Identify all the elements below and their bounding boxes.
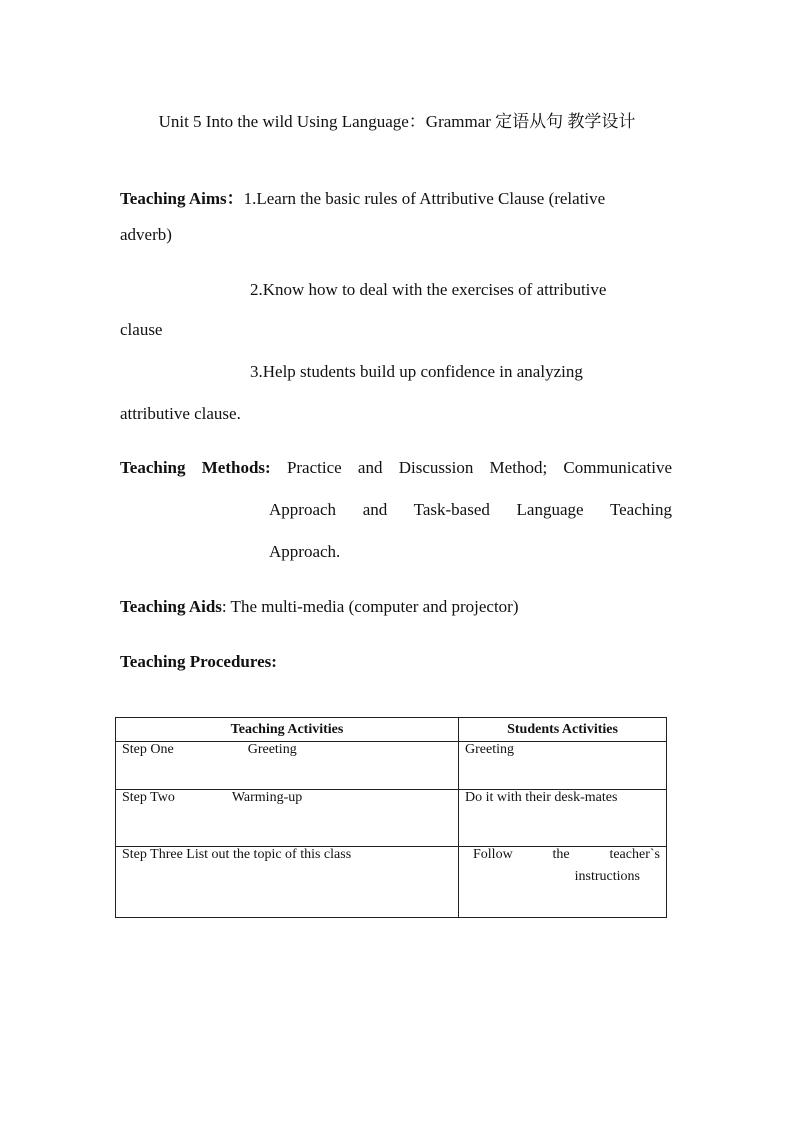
aim-3-continuation: attributive clause.: [120, 404, 241, 423]
table-row: [116, 790, 667, 847]
student-activity-line1: Follow the teacher`s: [473, 847, 660, 862]
procedures-table: [115, 717, 667, 918]
aim-1-continuation: adverb): [120, 225, 172, 244]
teaching-methods-label: Teaching Methods:: [120, 458, 271, 477]
aim-3-text: 3.Help students build up confidence in analyzing: [250, 362, 583, 381]
step-label: Step Two: [122, 790, 175, 805]
table-header-row: [116, 718, 667, 742]
step-label: Step Three: [122, 847, 183, 862]
methods-text-2: Approach and Task-based Language Teaching: [269, 500, 672, 519]
header-teaching-activities: Teaching Activities: [116, 718, 459, 742]
teaching-aids-line: [120, 597, 519, 617]
document-title: Unit 5 Into the wild Using Language：Grammar 定语从句 教学设计: [158, 112, 636, 131]
activity-label: Warming-up: [231, 790, 303, 805]
teaching-activity-cell: [116, 790, 459, 847]
teaching-methods-line1: [120, 458, 672, 478]
teaching-activity-cell: [116, 742, 459, 790]
methods-text-1: Practice and Discussion Method; Communicative: [286, 458, 672, 477]
activity-label: List out the topic of this class: [186, 847, 352, 862]
methods-text-3: Approach.: [269, 542, 341, 561]
teaching-aids-text: : The multi-media (computer and projector): [221, 597, 519, 616]
teaching-aids-label: Teaching Aids: [120, 597, 222, 616]
teaching-aims-line1: [120, 184, 605, 209]
table-row: [116, 847, 667, 918]
teaching-procedures-heading: Teaching Procedures:: [120, 652, 277, 671]
header-students-activities: Students Activities: [459, 718, 667, 742]
student-activity-line2: instructions: [574, 869, 640, 884]
student-activity-cell: Greeting: [459, 742, 667, 790]
table-row: [116, 742, 667, 790]
aim-2-text: 2.Know how to deal with the exercises of attributive: [250, 280, 607, 299]
teaching-aims-label: Teaching Aims：: [120, 189, 244, 208]
step-label: Step One: [122, 742, 174, 757]
aim-1-text: 1.Learn the basic rules of Attributive Clause (relative: [243, 189, 606, 208]
teaching-activity-cell: [116, 847, 459, 918]
aim-2-continuation: clause: [120, 320, 163, 339]
student-activity-cell: Do it with their desk-mates: [459, 790, 667, 847]
student-activity-cell: [459, 847, 667, 918]
activity-label: Greeting: [247, 742, 297, 757]
